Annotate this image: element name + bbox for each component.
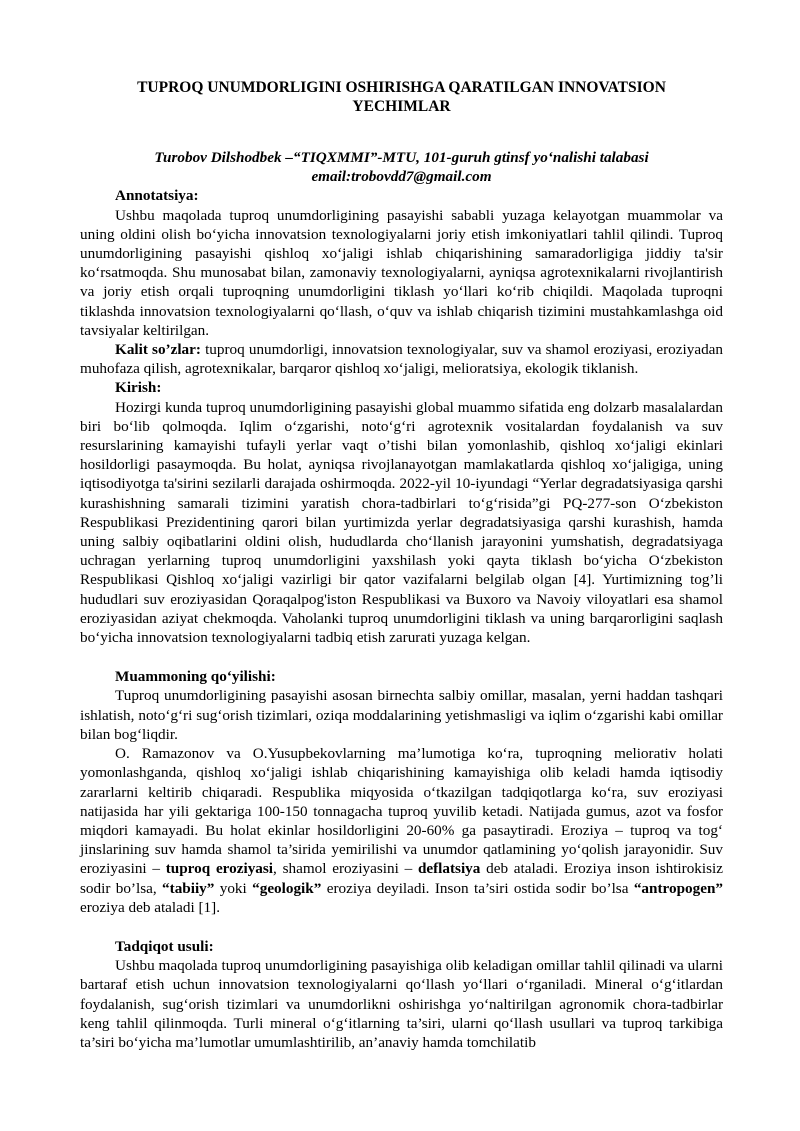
term-geologik: “geologik” bbox=[252, 879, 322, 897]
method-heading: Tadqiqot usuli: bbox=[115, 937, 214, 955]
paper-title-line-1: TUPROQ UNUMDORLIGINI OSHIRISHGA QARATILGAN INNOVATSION bbox=[137, 79, 666, 96]
problem-p2-part-c: deb ataladi. Eroziya inson ishtirokisiz sodir bo’lsa, bbox=[80, 860, 723, 897]
method-text: Ushbu maqolada tuproq unumdorligining pasayishiga olib keladigan omillar tahlil qilinadi va ularni bartaraf etish uchun innovatsion texnologiyalarni qo‘llash yo‘llari o‘rganiladi. Mineral o‘g‘itlardan foydalanish, sug‘orish tizimlari va unumdorlikni oshirishga yo‘naltirilgan agronomik chora-tadbirlar keng tahlil qilinmoqda. Turli mineral o‘g‘itlarning ta’siri, ularni qo‘llash usullari va tuproq tarkibiga ta’siri bo‘yicha ma’lumotlar umumlashtirilib, an’anaviy hamda tomchilatib bbox=[80, 957, 723, 1051]
intro-heading: Kirish: bbox=[115, 379, 162, 397]
keywords-text: tuproq unumdorligi, innovatsion texnologiyalar, suv va shamol eroziyasi, eroziyadan muhofaza qilish, agrotexnikalar, barqaror qishloq xo‘jaligi, melioratsiya, ekologik tiklanish. bbox=[80, 341, 723, 378]
term-deflatsiya: deflatsiya bbox=[417, 860, 481, 878]
problem-p2-part-b: , shamol eroziyasini – bbox=[273, 860, 418, 878]
problem-p2-part-d: yoki bbox=[214, 879, 253, 897]
problem-heading: Muammoning qo‘yilishi: bbox=[115, 668, 276, 686]
author-block bbox=[80, 148, 723, 186]
term-tabiiy: “tabiiy” bbox=[162, 879, 215, 897]
paper-title-line-2: YECHIMLAR bbox=[352, 98, 451, 115]
annotation-text: Ushbu maqolada tuproq unumdorligining pasayishi sababli yuzaga kelayotgan muammolar va uning oldini olish bo‘yicha innovatsion texnologiyalarni joriy etish imkoniyatlari tahlil qilindi. Tuproq unumdorligining pasayishi qishloq xo‘jaligi ishlab chiqarishining samaradorligiga jiddiy ta'sir ko‘rsatmoqda. Shu munosabat bilan, zamonaviy texnologiyalarni, ayniqsa agrotexnikalarni rivojlantirish va joriy etish orqali tuproqning unumdorligini tiklash yo‘llari ko‘rib chiqildi. Maqolada tuproqni tiklashda innovatsion texnologiyalarni qo‘llash, o‘quv va ishlab chiqarish tizimini mustahkamlashga oid tavsiyalar keltirilgan. bbox=[80, 206, 723, 339]
document-page bbox=[80, 78, 723, 1052]
author-line: Turobov Dilshodbek –“TIQXMMI”-MTU, 101-guruh gtinsf yo‘nalishi talabasi bbox=[154, 149, 649, 166]
problem-p2-part-f: eroziya deb ataladi [1]. bbox=[80, 898, 220, 916]
annotation-heading: Annotatsiya: bbox=[115, 187, 199, 205]
intro-text: Hozirgi kunda tuproq unumdorligining pasayishi global muammo sifatida eng dolzarb masalalardan biri bo‘lib qolmoqda. Iqlim o‘zgarishi, noto‘g‘ri agrotexnik vositalardan foydalanish va suv resurslarining kamayishi tufayli yerlar vaqt o’tishi bilan yomonlashib, qishloq xo‘jaligi ekinlari hosildorligi pasaymoqda. Bu holat, ayniqsa rivojlanayotgan mamlakatlarda qishloq xo‘jaligiga, uning iqtisodiyotga ta'sirini sezilarli darajada oshirmoqda. 2022-yil 10-iyundagi “Yerlar degradatsiyasiga qarshi kurashishning samarali tizimini yaratish chora-tadbirlari to‘g‘risida”gi PQ-277-son O‘zbekiston Respublikasi Prezidentining qarori bilan yurtimizda yerlar degradatsiyasiga qarshi kurashish, hamda uning salbiy oqibatlarini oldini olish, hududlarda cho‘llanish jarayonini yumshatish, degradatsiyaga uchragan yerlarning tuproq unumdorligini yaxshilash yoki qayta tiklash bo‘yicha O‘zbekiston Respublikasi Qishloq xo‘jaligi vazirligi bir qator vazifalarni belgilab olgan [4]. Yurtimizning tog’li hududlari suv eroziyasidan Qoraqalpog'iston Respublikasi va Buxoro va Navoiy viloyatlari esa shamol eroziyasidan aziyat chekmoqda. Vaholanki tuproq unumdorligini tiklash va uning barqarorligini saqlash bo‘yicha innovatsion texnologiyalarni tadbiq etish zarurati yuzaga kelgan. bbox=[80, 398, 723, 647]
paper-title bbox=[80, 78, 723, 116]
problem-p2-part-a: O. Ramazonov va O.Yusupbekovlarning ma’lumotiga ko‘ra, tuproqning meliorativ holati yomonlashganda, qishloq xo‘jaligi ishlab chiqarishining kamayishiga olib keladi hamda iqtisodiy zararlarni keltirib chiqaradi. Respublika miqyosida o‘tkazilgan tadqiqotlarga ko‘ra, suv eroziyasi natijasida har yili gektariga 100-150 tonnagacha tuproq yuvilib ketadi. Natijada gumus, azot va fosfor miqdori kamayadi. Bu holat ekinlar hosildorligini 20-60% ga pasaytiradi. Eroziya – tuproq va tog‘ jinslarining suv hamda shamol ta’sirida yemirilishi va unumdor qatlamining yo‘qolish jarayonidir. Suv eroziyasini – bbox=[80, 745, 723, 878]
problem-paragraph-1: Tuproq unumdorligining pasayishi asosan birnechta salbiy omillar, masalan, yerni haddan tashqari ishlatish, noto‘g‘ri sug‘orish tizimlari, oziqa moddalarining yetishmasligi va iqlim o‘zgarishi kabi omillar bilan bog‘liqdir. bbox=[80, 687, 723, 743]
problem-p2-part-e: eroziya deyiladi. Inson ta’siri ostida sodir bo’lsa bbox=[321, 879, 634, 897]
author-email: email:trobovdd7@gmail.com bbox=[311, 168, 492, 186]
problem-paragraph-2 bbox=[80, 744, 723, 917]
keywords-paragraph bbox=[80, 340, 723, 378]
term-antropogen: “antropogen” bbox=[633, 879, 723, 897]
term-tuproq-eroziyasi: tuproq eroziyasi bbox=[165, 860, 274, 878]
keywords-heading: Kalit so’zlar: bbox=[115, 341, 201, 359]
